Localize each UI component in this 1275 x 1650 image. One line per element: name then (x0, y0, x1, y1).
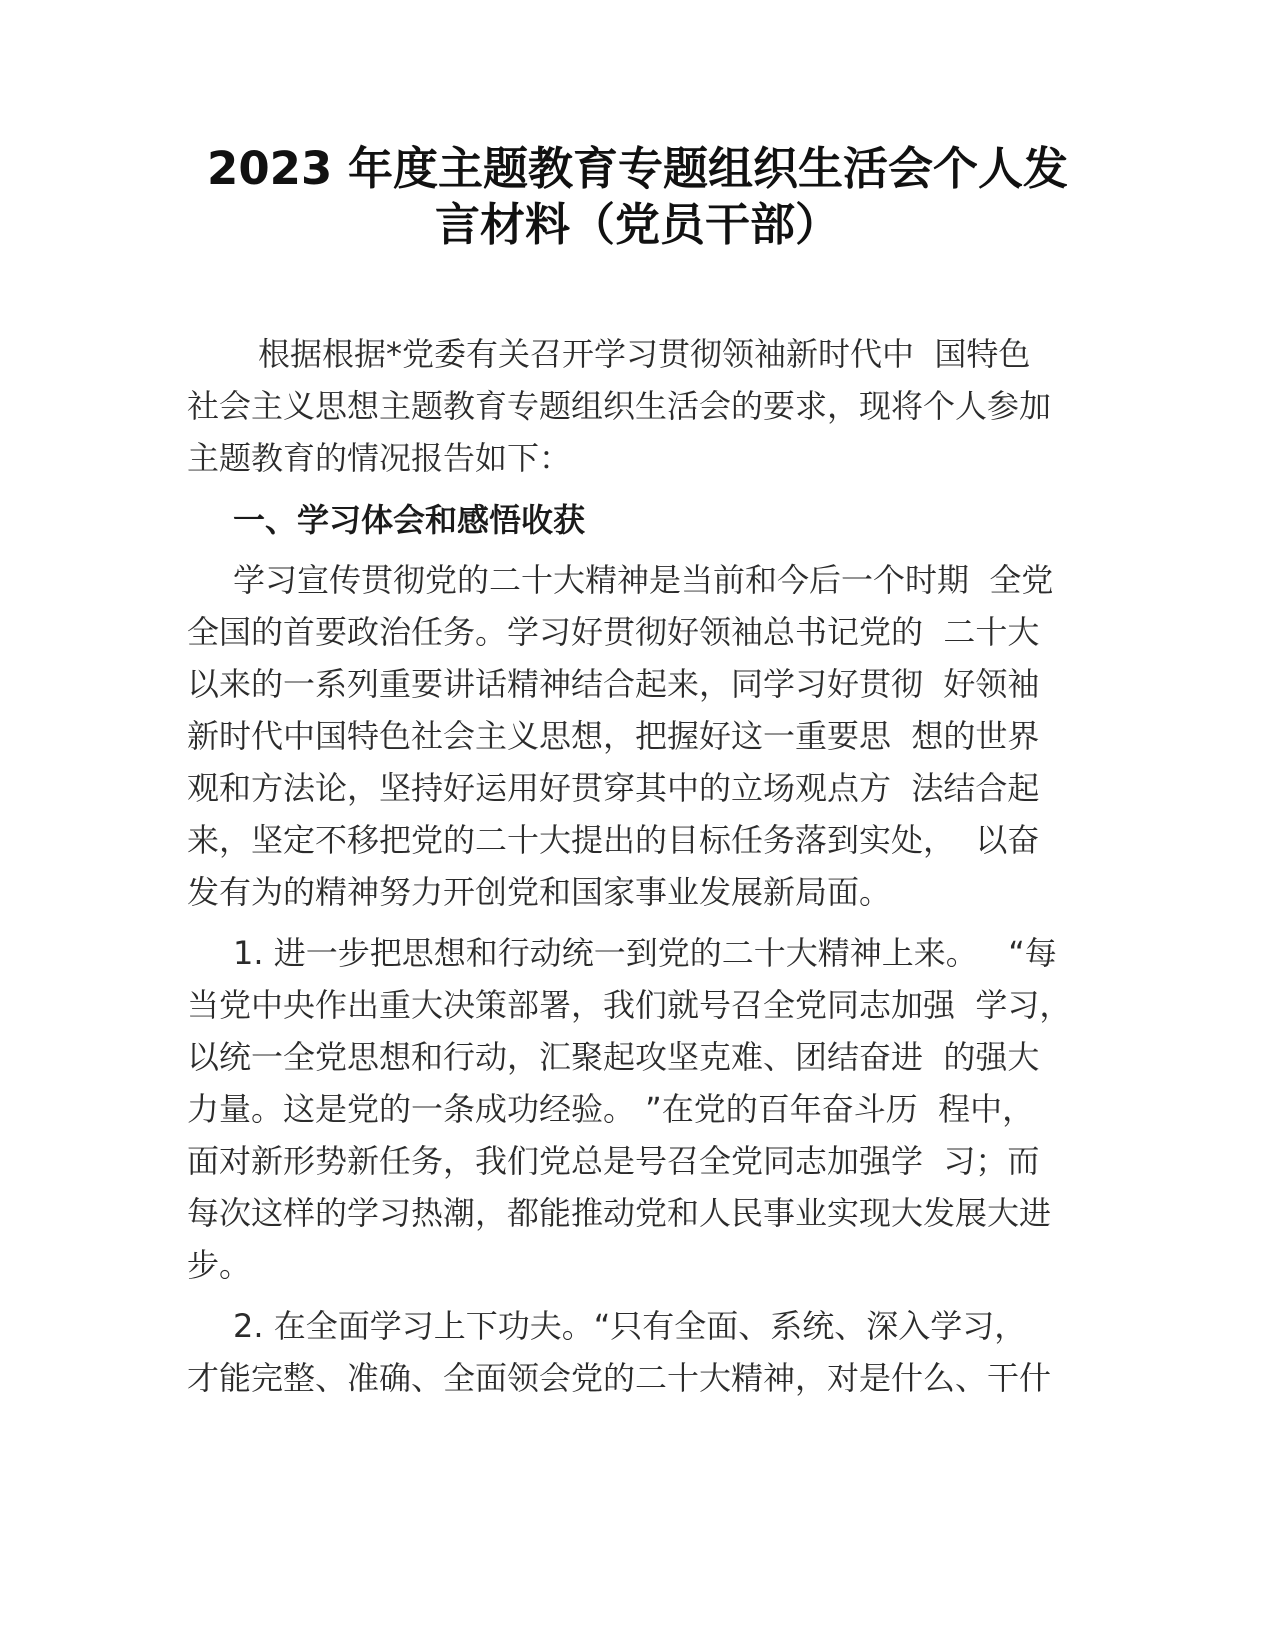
title-line-2: 言材料（党员干部） (434, 198, 840, 251)
section-heading: 一、学习体会和感悟收获 (233, 501, 586, 539)
point1-line-2: 当党中央作出重大决策部署，我们就号召全党同志加强 学习， (187, 986, 1072, 1024)
paragraph-line-1: 学习宣传贯彻党的二十大精神是当前和今后一个时期 全党 (233, 561, 1054, 599)
point1-line-4: 力量。这是党的一条成功经验。 ”在党的百年奋斗历 程中， (187, 1090, 1035, 1128)
intro-line-1: 根据根据*党委有关召开学习贯彻领袖新时代中 国特色 (258, 335, 1031, 373)
intro-line-2: 社会主义思想主题教育专题组织生活会的要求，现将个人参加 (187, 387, 1052, 425)
point1-line-5: 面对新形势新任务，我们党总是号召全党同志加强学 习；而 (187, 1142, 1040, 1180)
intro-line-3: 主题教育的情况报告如下： (187, 439, 572, 477)
paragraph-line-5: 观和方法论，坚持好运用好贯穿其中的立场观点方 法结合起 (187, 769, 1040, 807)
paragraph-line-7: 发有为的精神努力开创党和国家事业发展新局面。 (187, 873, 892, 911)
point1-line-3: 以统一全党思想和行动，汇聚起攻坚克难、团结奋进 的强大 (187, 1038, 1040, 1076)
paragraph-line-4: 新时代中国特色社会主义思想，把握好这一重要思 想的世界 (187, 717, 1040, 755)
point1-line-7: 步。 (187, 1246, 252, 1284)
paragraph-line-6: 来，坚定不移把党的二十大提出的目标任务落到实处， 以奋 (187, 821, 1040, 859)
point2-line-1: 2. 在全面学习上下功夫。“只有全面、系统、深入学习， (233, 1307, 1027, 1345)
title-line-1: 2023 年度主题教育专题组织生活会个人发 (207, 142, 1068, 195)
point1-line-1: 1. 进一步把思想和行动统一到党的二十大精神上来。 “每 (233, 934, 1057, 972)
paragraph-line-2: 全国的首要政治任务。学习好贯彻好领袖总书记党的 二十大 (187, 613, 1040, 651)
point2-line-2: 才能完整、准确、全面领会党的二十大精神，对是什么、干什 (187, 1359, 1052, 1397)
paragraph-line-3: 以来的一系列重要讲话精神结合起来，同学习好贯彻 好领袖 (187, 665, 1040, 703)
point1-line-6: 每次这样的学习热潮，都能推动党和人民事业实现大发展大进 (187, 1194, 1052, 1232)
